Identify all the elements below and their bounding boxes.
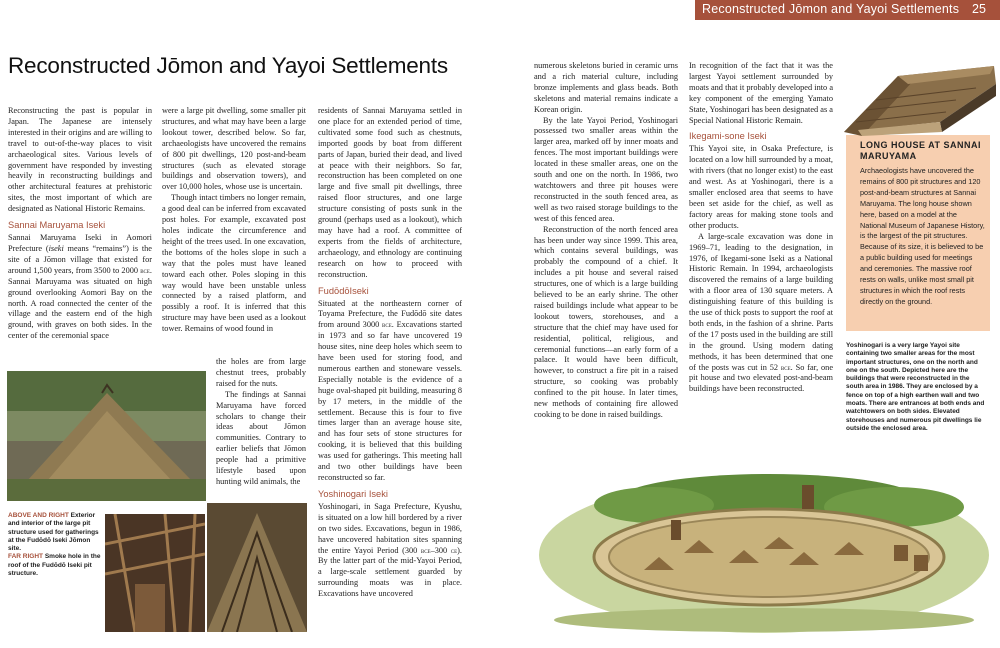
pit-structure-interior-photo — [105, 514, 205, 632]
column-3 — [318, 106, 462, 600]
column-4 — [534, 61, 678, 421]
column-5 — [689, 61, 833, 395]
pit-structure-exterior-photo — [7, 371, 206, 501]
running-header-title: Reconstructed Jōmon and Yayoi Settlements — [702, 2, 960, 16]
column-1 — [8, 106, 152, 342]
section-heading-fudodo: FudōdōIseki — [318, 285, 369, 296]
sidebar-title: LONG HOUSE AT SANNAI MARUYAMA — [860, 140, 982, 161]
ikegami-paragraph-2: A large-scale excavation was done in 1969–71, leading to the designation, in 1976, of Ikegami-sone Iseki as a National Historic Remain. In 1994, archaeologists discovered the remains of a large building with a floor area of 130 square meters. A distinguishing feature of this building is the use of thick posts to support the roof at both ends, in the fashion of a shrine. Parts of the 17 posts used in the building are still in the ground. Using modern dating methods, it has been determined that one of the posts was cut in 52 bce. So far, one pit house and two elevated post-and-beam buildings have been reconstructed. — [689, 231, 833, 394]
col2-paragraph-2: Though intact timbers no longer remain, a good deal can be inferred from excavated post holes. For example, excavated post holes indicate the circumference and height of the trees used. In one excavation, the bottoms of the holes slope in such a way that the poles must have leaned toward each other. Poles sloping in this way would have been unstable unless connected by a raised platform, and possibly a roof. It is inferred that this structure may have been used as a lookout tower. Remains of wood found in — [162, 193, 306, 334]
col2-paragraph-4: The findings at Sannai Maruyama have forced scholars to change their ideas about Jōmon communities. Contrary to earlier beliefs that Jōmon people had a primitive lifestyle based upon hunting wild animals, the — [216, 389, 306, 486]
intro-paragraph: Reconstructing the past is popular in Japan. The Japanese are intensely interested in their origins and are willing to travel to out-of-the-way places to visit archaeological sites. Various levels of government have responded by investing heavily in reconstructing buildings and other architectural features at prehistoric sites, the most important of which are designated as National Historic Remains. — [8, 106, 152, 214]
col4-paragraph-2: By the late Yayoi Period, Yoshinogari possessed two smaller areas within the larger area, marked off by inner moats and fences. The most important buildings were located in these smaller areas, one on the south and one on the north. In 1986, two watchtowers and three pit houses were reconstructed in the south fenced area, as well as two raised storage buildings to the west of this fenced area. — [534, 115, 678, 223]
smoke-hole-photo — [207, 503, 307, 632]
section-heading-ikegami: Ikegami-sone Iseki — [689, 131, 767, 142]
sidebar-body: Archaeologists have uncovered the remains of 800 pit structures and 120 post-and-beam structures at Sannai Maruyama. The long house shown here, based on a model at the National Museum of Japanese History, is the largest of the pit structures. Because of its size, it is believed to be a public building used for meetings and ceremonies. The massive roof rests on walls, unlike most small pit structures in which the roof rests directly on the ground. — [860, 166, 985, 306]
section-heading-yoshinogari: Yoshinogari Iseki — [318, 488, 388, 499]
ikegami-paragraph-1: This Yayoi site, in Osaka Prefecture, is located on a low hill surrounded by a moat, with rivers (that no longer exist) to the east and west. As at Yoshinogari, there is a smaller enclosed area that seems to have been set aside for the chief, as well as factory areas for making stone tools and other products. — [689, 144, 834, 230]
yoshinogari-paragraph: Yoshinogari, in Saga Prefecture, Kyushu, is situated on a low hill bordered by a river on two sides. Excavations, begun in 1986, have uncovered habitation sites spanning the entire Yayoi Period (300 bce–300 ce). By the latter part of the mid-Yayoi Period, a large-scale settlement guarded by surrounding moats was in place. Excavations have uncovered — [318, 501, 463, 599]
fudodo-photo-caption: ABOVE AND RIGHT Exterior and interior of the large pit structure used for gatherings at the Fudōdō Iseki Jōmon site. FAR RIGHT Smoke hole in the roof of the Fudōdō Iseki pit structure. — [8, 512, 101, 578]
page-number: 25 — [972, 2, 986, 16]
long-house-illustration — [836, 60, 1000, 140]
col3-paragraph-1: residents of Sannai Maruyama settled in one place for an extended period of time, cultivated some food such as chestnuts, imported goods by boat from different parts of Japan, buried their dead, and lived at peace with their neighbors. So far, reconstruction has been completed on one large and five small pit dwellings, three raised floor structures, and one large structure consisting of posts sunk in the ground (perhaps used as a lookout), which may have had a roof. A committee of experts from the fields of architecture, archaeology, and ethnology are continuing research on how to proceed with reconstruction. — [318, 106, 462, 279]
yoshinogari-illustration — [534, 445, 990, 640]
section-heading-sannai: Sannai Maruyama Iseki — [8, 220, 106, 231]
sannai-paragraph: Sannai Maruyama Iseki in Aomori Prefecture (iseki means “remains”) is the site of a Jōmon village that existed for around 1,500 years, from 3500 to 2000 bce. Sannai Maruyama was situated on high ground overlooking Aomori Bay on the north. A road connected the center of the village and the eastern end of the high ground, with graves on both sides. In the center of the ceremonial space — [8, 233, 152, 341]
col2-paragraph-3: the holes are from large chestnut trees, probably raised for the nuts. — [216, 357, 306, 388]
col5-paragraph-1: In recognition of the fact that it was the largest Yayoi settlement surrounded by moats and that it probably developed into a key component of the emerging Yamato State, Yoshinogari has been designated as a Special National Historic Remain. — [689, 61, 833, 125]
col4-paragraph-1: numerous skeletons buried in ceramic urns and a rich material culture, including bronze implements and glass beads. Both skeletons and material remains indicate a Korean origin. — [534, 61, 678, 114]
col2-paragraph-1: were a large pit dwelling, some smaller pit structures, and what may have been a large lookout tower, described below. So far, archaeologists have uncovered the remains of 800 pit dwellings, 120 post-and-beam structures (such as elevated storage buildings and observation towers), and over 10,000 holes, whose use is uncertain. — [162, 106, 306, 192]
article-title: Reconstructed Jōmon and Yayoi Settlements — [8, 53, 448, 78]
column-2-narrow — [216, 357, 306, 488]
yoshinogari-caption: Yoshinogari is a very large Yayoi site containing two smaller areas for the most important structures, one on the north and one on the south. Depicted here are the buildings that were reconstructed in the south area in 1986. They are enclosed by a fence on top of a high earthen wall and two moats. There are entrances at both ends and watchtowers on both sides. Elevated storehouses and numerous pit dwellings lie outside the enclosed area. — [846, 342, 985, 432]
fudodo-paragraph: Situated at the northeastern corner of Toyama Prefecture, the Fudōdō site dates from around 3000 bce. Excavations started in 1973 and so far have uncovered 19 house sites, nine deep holes which seem to have been used for storing food, and numerous earthen and stoneware vessels. Especially notable is the evidence of a huge oval-shaped pit building, measuring 8 by 17 meters, in the middle of the settlement. Because this is four to five times larger than an average house site, and has four sets of stone structures for cooking, it is believed that this building was used for gatherings. This meeting hall and two other buildings have been reconstructed so far. — [318, 298, 463, 482]
column-2 — [162, 106, 306, 335]
col4-paragraph-3: Reconstruction of the north fenced area has been under way since 1999. This area, which contains several buildings, was probably the compound of a chief. It includes a pit house and several raised structures, one of which is a large building believed to be an early shrine. The other raised buildings include what appear to be lookout towers, storehouses, and a structure that the chief may have used for residential, political, religious, and ceremonial functions—an early form of a palace. It would have been difficult, however, to construct a fire pit in a raised structure, so cooking was probably confined to the pit house. In later times, new methods of containing fire allowed cooking to be done in raised buildings. — [534, 224, 678, 419]
